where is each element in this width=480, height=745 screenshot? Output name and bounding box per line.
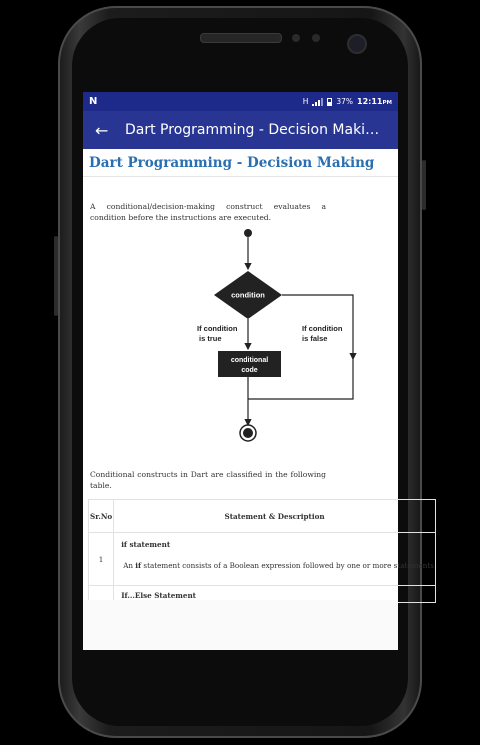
table-header: Sr.No — [89, 500, 114, 533]
proximity-sensor — [292, 34, 300, 42]
true-label-line1: If condition — [197, 324, 238, 333]
end-node-inner — [243, 428, 253, 438]
notification-icon: N — [89, 96, 98, 107]
intro-paragraph: A conditional/decision-making construct evaluates a condition before the instructions are executed. — [90, 202, 326, 222]
arrow-back-icon[interactable]: ← — [95, 120, 109, 140]
network-type: H — [302, 97, 309, 106]
classification-paragraph: Conditional constructs in Dart are classified in the following table. — [90, 470, 326, 490]
app-bar-title: Dart Programming - Decision Maki… — [125, 122, 380, 138]
volume-button — [54, 236, 58, 316]
article-content[interactable] — [83, 149, 434, 650]
front-camera — [347, 34, 367, 54]
true-label-line2: is true — [199, 334, 222, 343]
row-description: An if statement consists of a Boolean expression followed by one or more statements — [123, 561, 434, 570]
status-bar — [83, 92, 398, 111]
app-screen — [83, 92, 434, 650]
process-label-line1: conditional — [230, 357, 269, 364]
row-title: if statement — [121, 540, 171, 549]
row-title: If...Else Statement — [121, 591, 197, 600]
app-bar — [83, 111, 398, 149]
heading-divider — [83, 176, 398, 177]
statements-table — [88, 499, 436, 603]
table-row — [89, 533, 436, 586]
false-label-line1: If condition — [302, 324, 343, 333]
clock: 12:11PM — [357, 97, 392, 106]
battery-icon — [327, 98, 332, 106]
table-header: Statement & Description — [114, 500, 436, 533]
process-label-line2: code — [241, 367, 258, 374]
earpiece-speaker — [200, 33, 282, 43]
start-node — [244, 229, 252, 237]
decision-flowchart — [197, 229, 361, 459]
table-header-row — [89, 500, 436, 533]
row-cell — [114, 533, 436, 586]
article-heading: Dart Programming - Decision Making — [89, 155, 375, 171]
power-button — [422, 160, 426, 210]
battery-percent: 37% — [336, 97, 354, 106]
row-number: 1 — [89, 533, 114, 586]
light-sensor — [312, 34, 320, 42]
false-label-line2: is false — [302, 334, 328, 343]
bottom-blank-area — [83, 600, 398, 650]
signal-icon — [312, 98, 323, 106]
decision-label: condition — [231, 290, 265, 300]
